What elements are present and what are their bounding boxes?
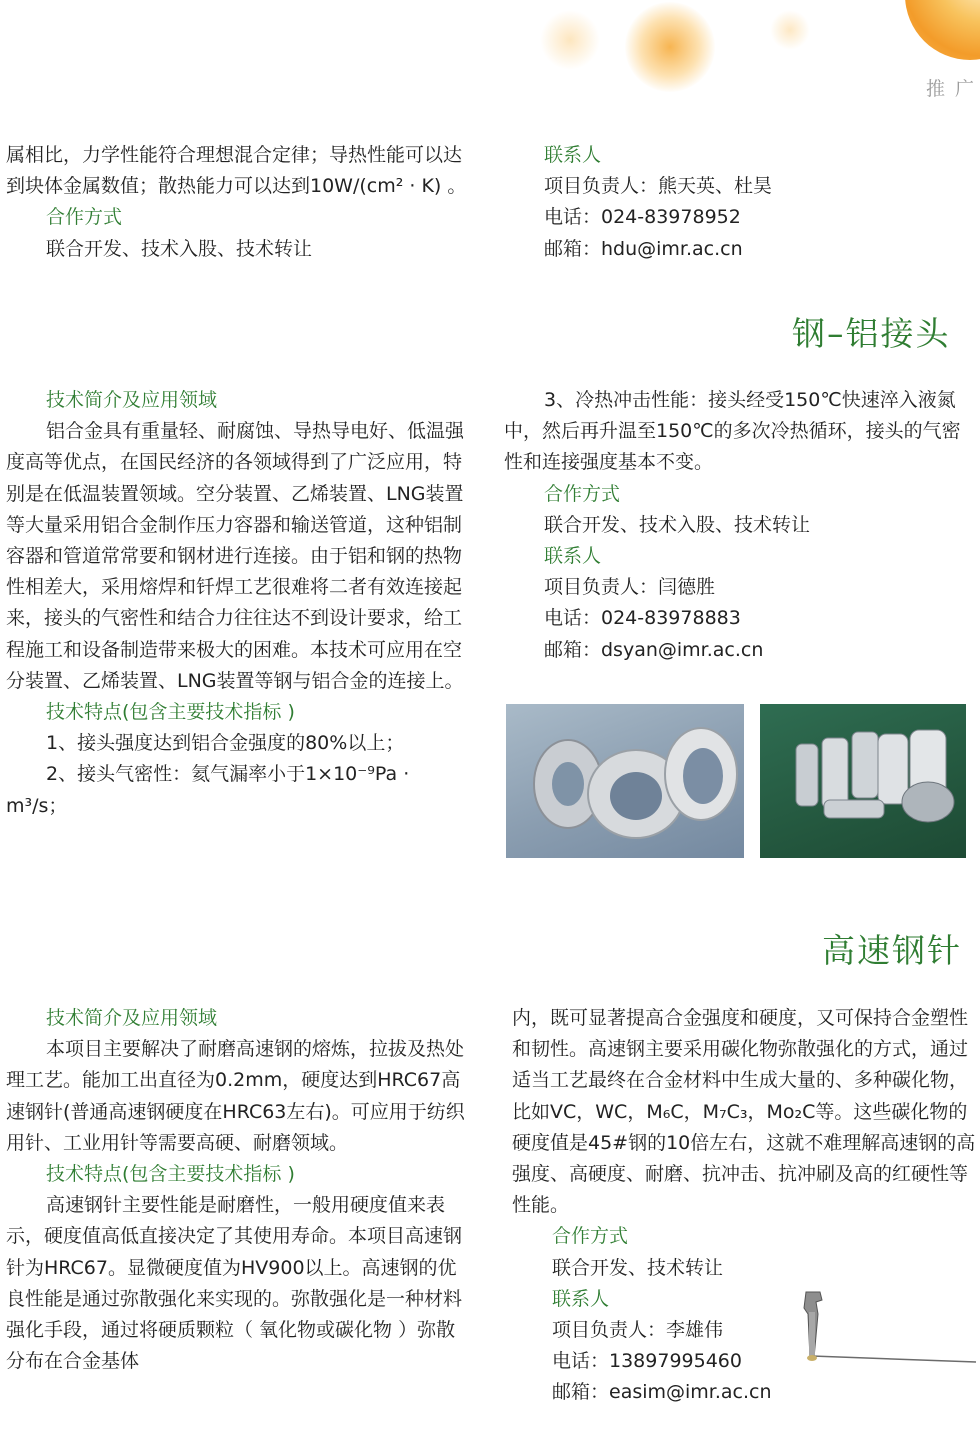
section-title-joint: 钢–铝接头 [792,314,951,353]
contact-phone: 电话：024-83978952 [544,206,741,229]
contact-heading: 联系人 [552,1287,610,1310]
contact-leader: 项目负责人：熊天英、杜昊 [544,175,773,198]
continuation-right [504,140,974,265]
coop-heading: 合作方式 [544,482,621,505]
joint-left-column [6,385,474,822]
features-heading: 技术特点(包含主要技术指标 ) [46,1163,295,1186]
coop-text: 联合开发、技术转让 [552,1256,724,1279]
decorative-circle [625,2,715,92]
features-text: 高速钢针主要性能是耐磨性，一般用硬度值来表示，硬度值高低直接决定了其使用寿命。本项目高速钢针为HRC67。显微硬度值为HV900以上。高速钢的优良性能是通过弥散强化来实现的。弥散强化是一种材料强化手段，通过将硬质颗粒（ 氧化物或碳化物 ）弥散分布在合金基体 [6,1194,463,1373]
decorative-circle [905,0,980,60]
contact-leader: 项目负责人：闫德胜 [544,576,716,599]
needle-illustration [800,1288,980,1378]
intro-heading: 技术简介及应用领域 [46,389,218,411]
needle-left-column [6,1003,474,1377]
contact-heading: 联系人 [544,144,602,166]
coop-heading: 合作方式 [552,1225,629,1248]
feature-item: 1、接头强度达到铝合金强度的80%以上； [46,732,405,755]
coop-text: 联合开发、技术入股、技术转让 [46,237,313,260]
contact-email: 邮箱：hdu@imr.ac.cn [544,237,743,260]
joint-photo-tubes [760,704,966,858]
decorative-circle [770,10,810,50]
feature-item: 2、接头气密性：氦气漏率小于1×10⁻⁹Pa · m³/s； [6,763,410,817]
intro-text: 铝合金具有重量轻、耐腐蚀、导热导电好、低温强度高等优点，在国民经济的各领域得到了广泛应用，特别是在低温装置领域。空分装置、乙烯装置、LNG装置等大量采用铝合金制作压力容器和输送管道，这种铝制容器和管道常常要和钢材进行连接。由于铝和钢的热物性相差大，采用熔焊和钎焊工艺很难将二者有效连接起来，接头的气密性和结合力往往达不到设计要求，给工程施工和设备制造带来极大的困难。本技术可应用在空分装置、乙烯装置、LNG装置等钢与铝合金的连接上。 [6,420,465,692]
tubes-illustration [760,704,966,858]
contact-phone: 电话：13897995460 [552,1350,742,1373]
continuation-left [6,140,474,265]
intro-text: 本项目主要解决了耐磨高速钢的熔炼，拉拔及热处理工艺。能加工出直径为0.2mm，硬度达到HRC67高速钢针(普通高速钢硬度在HRC63左右)。可应用于纺织用针、工业用针等需要高硬、耐磨领域。 [6,1038,465,1154]
coop-text: 联合开发、技术入股、技术转让 [544,513,811,536]
contact-heading: 联系人 [544,545,602,568]
feature-item: 3、冷热冲击性能：接头经受150℃快速淬入液氮中，然后再升温至150℃的多次冷热循环，接头的气密性和连接强度基本不变。 [504,389,961,474]
section-title-needle: 高速钢针 [822,931,962,970]
coop-heading: 合作方式 [46,206,123,229]
joint-photo-rings [506,704,744,858]
contact-email: 邮箱：dsyan@imr.ac.cn [544,638,764,661]
contact-leader: 项目负责人：李雄伟 [552,1319,724,1342]
category-tag: 推 广 [926,78,977,100]
joint-right-column [504,385,974,666]
intro-heading: 技术简介及应用领域 [46,1007,218,1029]
rings-illustration [506,704,744,858]
features-heading: 技术特点(包含主要技术指标 ) [46,701,295,724]
continued-text: 内，既可显著提高合金强度和硬度，又可保持合金塑性和韧性。高速钢主要采用碳化物弥散强化的方式，通过适当工艺最终在合金材料中生成大量的、多种碳化物，比如VC，WC，M₆C，M₇C₃，Mo₂C等。这些碳化物的硬度值是45#钢的10倍左右，这就不难理解高速钢的高强度、高硬度、耐磨、抗冲击、抗冲刷及高的红硬性等性能。 [512,1007,976,1217]
contact-phone: 电话：024-83978883 [544,607,741,630]
contact-email: 邮箱：easim@imr.ac.cn [552,1381,772,1404]
continuation-text: 属相比，力学性能符合理想混合定律；导热性能可以达到块体金属数值；散热能力可以达到10W/(cm² · K) 。 [6,144,467,198]
decorative-circle [540,10,600,70]
